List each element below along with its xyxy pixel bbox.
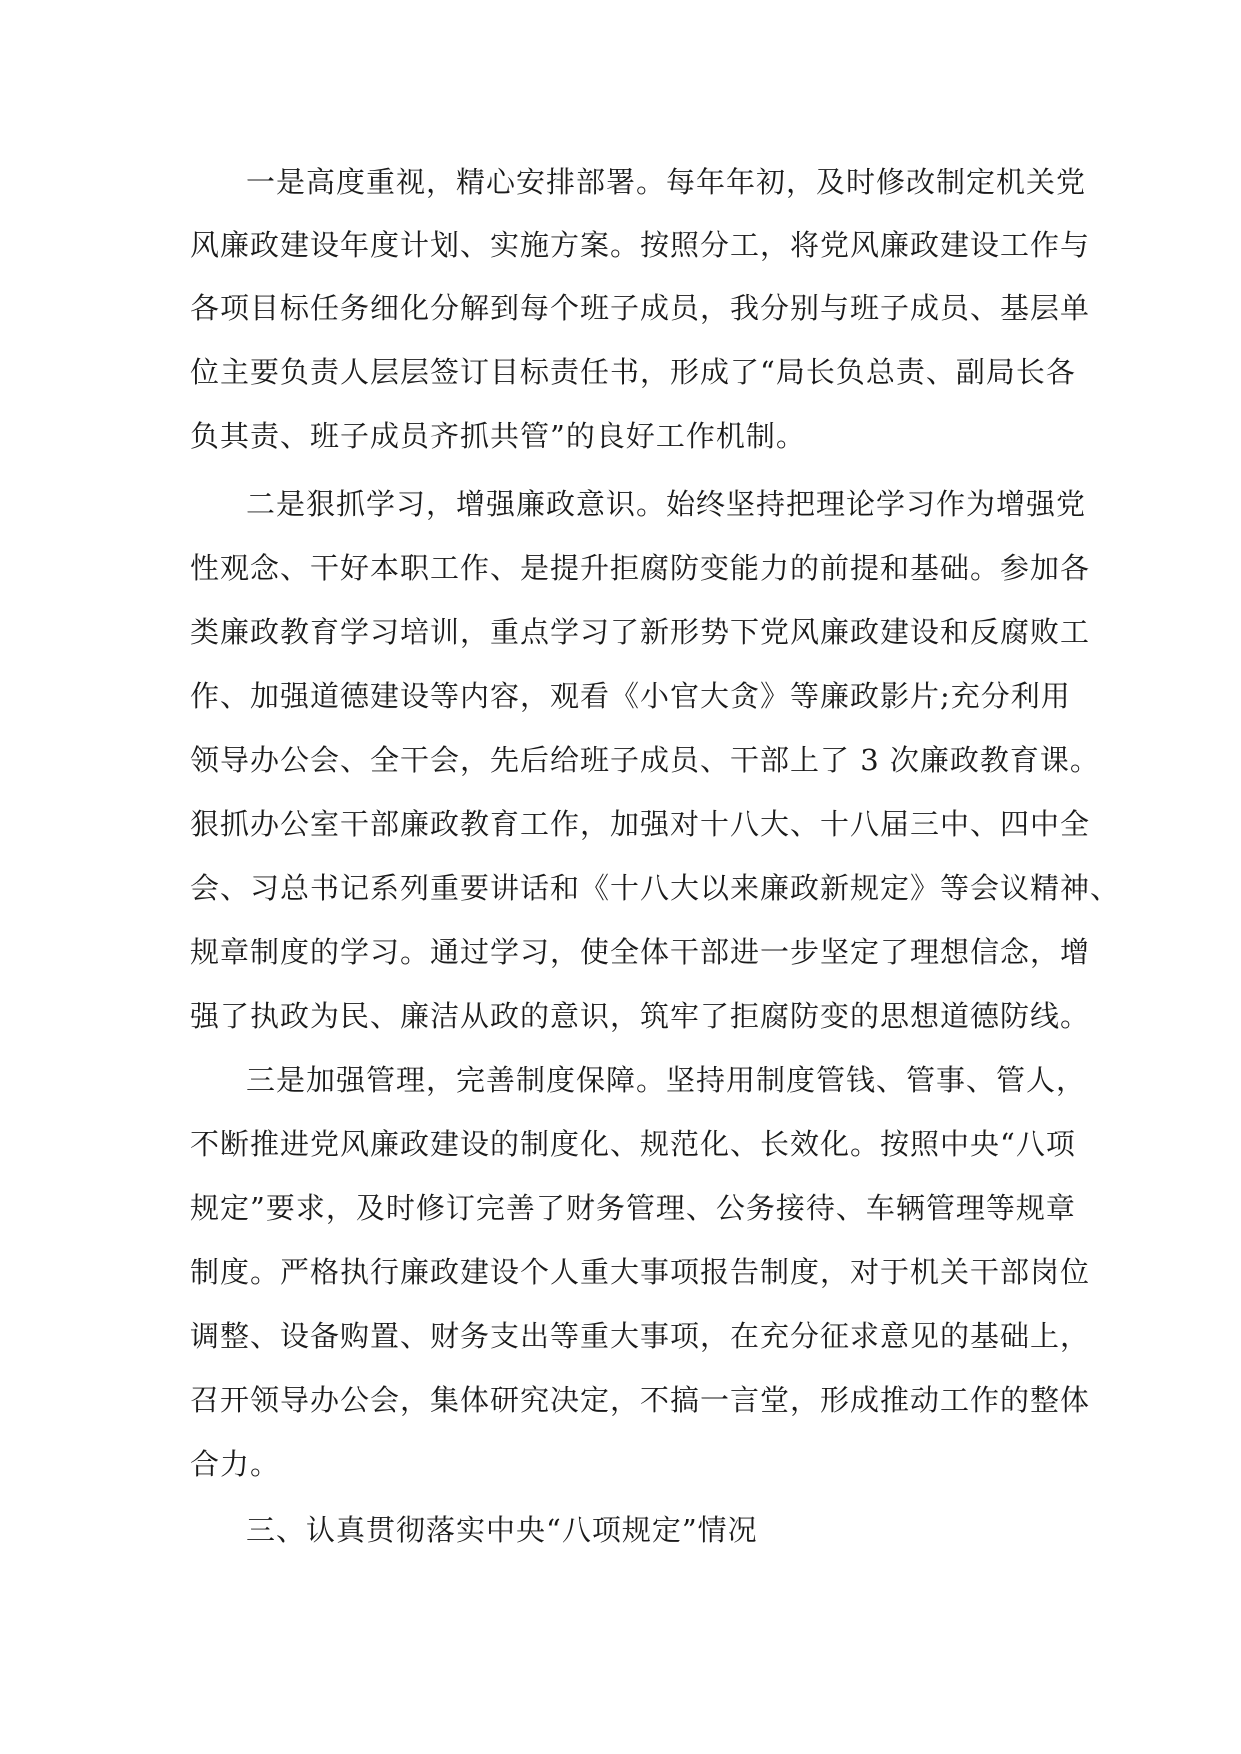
text-line: 位主要负责人层层签订目标责任书，形成了“局长负总责、副局长各 bbox=[190, 355, 1076, 389]
text-line: 不断推进党风廉政建设的制度化、规范化、长效化。按照中央“八项 bbox=[190, 1127, 1076, 1161]
text-line: 狠抓办公室干部廉政教育工作，加强对十八大、十八届三中、四中全 bbox=[190, 807, 1091, 841]
text-line: 领导办公会、全干会，先后给班子成员、干部上了 3 次廉政教育课。 bbox=[190, 743, 1100, 777]
text-line: 性观念、干好本职工作、是提升拒腐防变能力的前提和基础。参加各 bbox=[190, 551, 1091, 585]
text-line: 一是高度重视，精心安排部署。每年年初，及时修改制定机关党 bbox=[246, 165, 1087, 199]
text-line: 类廉政教育学习培训，重点学习了新形势下党风廉政建设和反腐败工 bbox=[190, 615, 1091, 649]
text-line: 二是狠抓学习，增强廉政意识。始终坚持把理论学习作为增强党 bbox=[246, 487, 1087, 521]
text-line: 三是加强管理，完善制度保障。坚持用制度管钱、管事、管人， bbox=[246, 1063, 1087, 1097]
text-line: 各项目标任务细化分解到每个班子成员，我分别与班子成员、基层单 bbox=[190, 291, 1091, 325]
text-line: 制度。严格执行廉政建设个人重大事项报告制度，对于机关干部岗位 bbox=[190, 1255, 1091, 1289]
text-line: 合力。 bbox=[190, 1447, 281, 1481]
text-line: 负其责、班子成员齐抓共管”的良好工作机制。 bbox=[190, 419, 806, 453]
text-line: 规章制度的学习。通过学习，使全体干部进一步坚定了理想信念，增 bbox=[190, 935, 1091, 969]
text-line: 作、加强道德建设等内容，观看《小官大贪》等廉政影片;充分利用 bbox=[190, 679, 1071, 713]
text-line: 规定”要求，及时修订完善了财务管理、公务接待、车辆管理等规章 bbox=[190, 1191, 1076, 1225]
section-heading: 三、认真贯彻落实中央“八项规定”情况 bbox=[246, 1513, 758, 1547]
text-line: 强了执政为民、廉洁从政的意识，筑牢了拒腐防变的思想道德防线。 bbox=[190, 999, 1091, 1033]
text-line: 调整、设备购置、财务支出等重大事项，在充分征求意见的基础上， bbox=[190, 1319, 1091, 1353]
text-line: 召开领导办公会，集体研究决定，不搞一言堂，形成推动工作的整体 bbox=[190, 1383, 1091, 1417]
text-line: 风廉政建设年度计划、实施方案。按照分工，将党风廉政建设工作与 bbox=[190, 228, 1091, 262]
text-line: 会、习总书记系列重要讲话和《十八大以来廉政新规定》等会议精神、 bbox=[190, 871, 1121, 905]
